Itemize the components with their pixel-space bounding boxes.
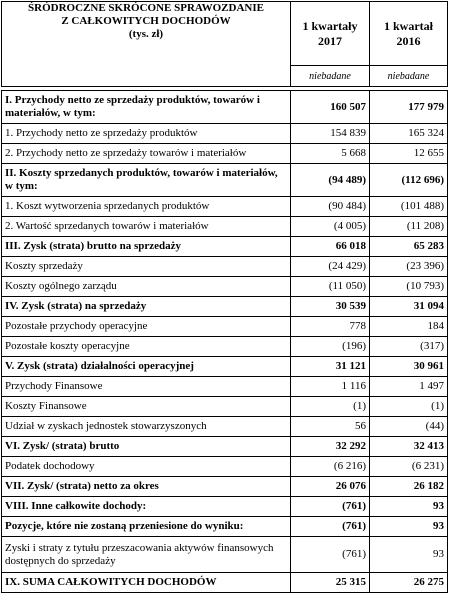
table-row [2, 357, 448, 377]
value-2016: 1 497 [370, 377, 448, 397]
value-2016: (44) [370, 417, 448, 437]
value-2016: 65 283 [370, 237, 448, 257]
value-2016: 165 324 [370, 124, 448, 144]
value-2017: (761) [291, 537, 370, 573]
row-label: Przychody Finansowe [2, 377, 291, 397]
table-row [2, 91, 448, 124]
table-row [2, 217, 448, 237]
table-row [2, 477, 448, 497]
row-label: Koszty Finansowe [2, 397, 291, 417]
table-row [2, 397, 448, 417]
row-label: Zyski i straty z tytułu przeszacowania aktywów finansowych dostępnych do sprzedaży [2, 537, 291, 573]
row-label: V. Zysk (strata) działalności operacyjnej [2, 357, 291, 377]
value-2016: (101 488) [370, 197, 448, 217]
value-2017: (90 484) [291, 197, 370, 217]
value-2017: (4 005) [291, 217, 370, 237]
value-2016: 26 275 [370, 573, 448, 593]
table-row [2, 297, 448, 317]
row-label: 1. Koszt wytworzenia sprzedanych produktów [2, 197, 291, 217]
value-2016: (23 396) [370, 257, 448, 277]
row-label: VII. Zysk/ (strata) netto za okres [2, 477, 291, 497]
title-line-2: Z CAŁKOWITYCH DOCHODÓW [61, 15, 231, 27]
value-2017: 154 839 [291, 124, 370, 144]
value-2017: 778 [291, 317, 370, 337]
value-2017: (761) [291, 497, 370, 517]
row-label: III. Zysk (strata) brutto na sprzedaży [2, 237, 291, 257]
value-2016: 93 [370, 517, 448, 537]
row-label: Podatek dochodowy [2, 457, 291, 477]
table-row [2, 497, 448, 517]
period-2017-line-2: 2017 [318, 33, 342, 48]
value-2017: 26 076 [291, 477, 370, 497]
table-row [2, 257, 448, 277]
table-row [2, 337, 448, 357]
table-row [2, 164, 448, 197]
row-label: Pozostałe przychody operacyjne [2, 317, 291, 337]
table-row [2, 277, 448, 297]
row-label: IX. SUMA CAŁKOWITYCH DOCHODÓW [2, 573, 291, 593]
table-row [2, 573, 448, 593]
unit-label: (tys. zł) [128, 28, 164, 40]
value-2016: 177 979 [370, 91, 448, 124]
value-2016: 93 [370, 537, 448, 573]
value-2017: (196) [291, 337, 370, 357]
table-row [2, 144, 448, 164]
value-2017: (6 216) [291, 457, 370, 477]
row-label: Koszty ogólnego zarządu [2, 277, 291, 297]
table-row [2, 197, 448, 217]
value-2017: 25 315 [291, 573, 370, 593]
row-label: Pozycje, które nie zostaną przeniesione do wyniku: [2, 517, 291, 537]
value-2017: (761) [291, 517, 370, 537]
audit-status-2016: niebadane [370, 66, 448, 87]
value-2016: (112 696) [370, 164, 448, 197]
value-2017: 31 121 [291, 357, 370, 377]
value-2016: 12 655 [370, 144, 448, 164]
value-2017: (1) [291, 397, 370, 417]
income-statement-table [1, 1, 448, 593]
table-row [2, 237, 448, 257]
audit-status-2017: niebadane [291, 66, 370, 87]
table-row [2, 457, 448, 477]
value-2017: 32 292 [291, 437, 370, 457]
value-2016: (1) [370, 397, 448, 417]
row-label: I. Przychody netto ze sprzedaży produktów, towarów i materiałów, w tym: [2, 91, 291, 124]
row-label: 2. Przychody netto ze sprzedaży towarów i materiałów [2, 144, 291, 164]
statement-title [2, 2, 291, 87]
value-2016: 93 [370, 497, 448, 517]
statement-rows [2, 91, 448, 593]
period-2016-line-2: 2016 [396, 33, 421, 48]
period-2016-line-1: 1 kwartał [384, 18, 433, 33]
row-label: 1. Przychody netto ze sprzedaży produktów [2, 124, 291, 144]
value-2016: (317) [370, 337, 448, 357]
table-row [2, 517, 448, 537]
period-2017-line-1: 1 kwartały [302, 18, 358, 33]
value-2017: 5 668 [291, 144, 370, 164]
value-2017: (11 050) [291, 277, 370, 297]
value-2016: 26 182 [370, 477, 448, 497]
period-header-2017 [291, 2, 370, 66]
table-row [2, 437, 448, 457]
value-2016: (6 231) [370, 457, 448, 477]
value-2016: (11 208) [370, 217, 448, 237]
value-2016: (10 793) [370, 277, 448, 297]
row-label: VI. Zysk/ (strata) brutto [2, 437, 291, 457]
value-2017: 56 [291, 417, 370, 437]
row-label: Udział w zyskach jednostek stowarzyszonych [2, 417, 291, 437]
table-row [2, 377, 448, 397]
row-label: VIII. Inne całkowite dochody: [2, 497, 291, 517]
row-label: Koszty sprzedaży [2, 257, 291, 277]
table-row [2, 317, 448, 337]
value-2016: 30 961 [370, 357, 448, 377]
value-2017: 1 116 [291, 377, 370, 397]
row-label: IV. Zysk (strata) na sprzedaży [2, 297, 291, 317]
table-row [2, 124, 448, 144]
period-header-2016 [370, 2, 448, 66]
value-2017: 160 507 [291, 91, 370, 124]
row-label: Pozostałe koszty operacyjne [2, 337, 291, 357]
value-2017: 30 539 [291, 297, 370, 317]
value-2016: 31 094 [370, 297, 448, 317]
row-label: II. Koszty sprzedanych produktów, towarów i materiałów, w tym: [2, 164, 291, 197]
value-2016: 184 [370, 317, 448, 337]
value-2017: (94 489) [291, 164, 370, 197]
table-row [2, 537, 448, 573]
row-label: 2. Wartość sprzedanych towarów i materiałów [2, 217, 291, 237]
value-2017: 66 018 [291, 237, 370, 257]
title-line-1: ŚRÓDROCZNE SKRÓCONE SPRAWOZDANIE [28, 2, 264, 14]
value-2017: (24 429) [291, 257, 370, 277]
value-2016: 32 413 [370, 437, 448, 457]
table-row [2, 417, 448, 437]
